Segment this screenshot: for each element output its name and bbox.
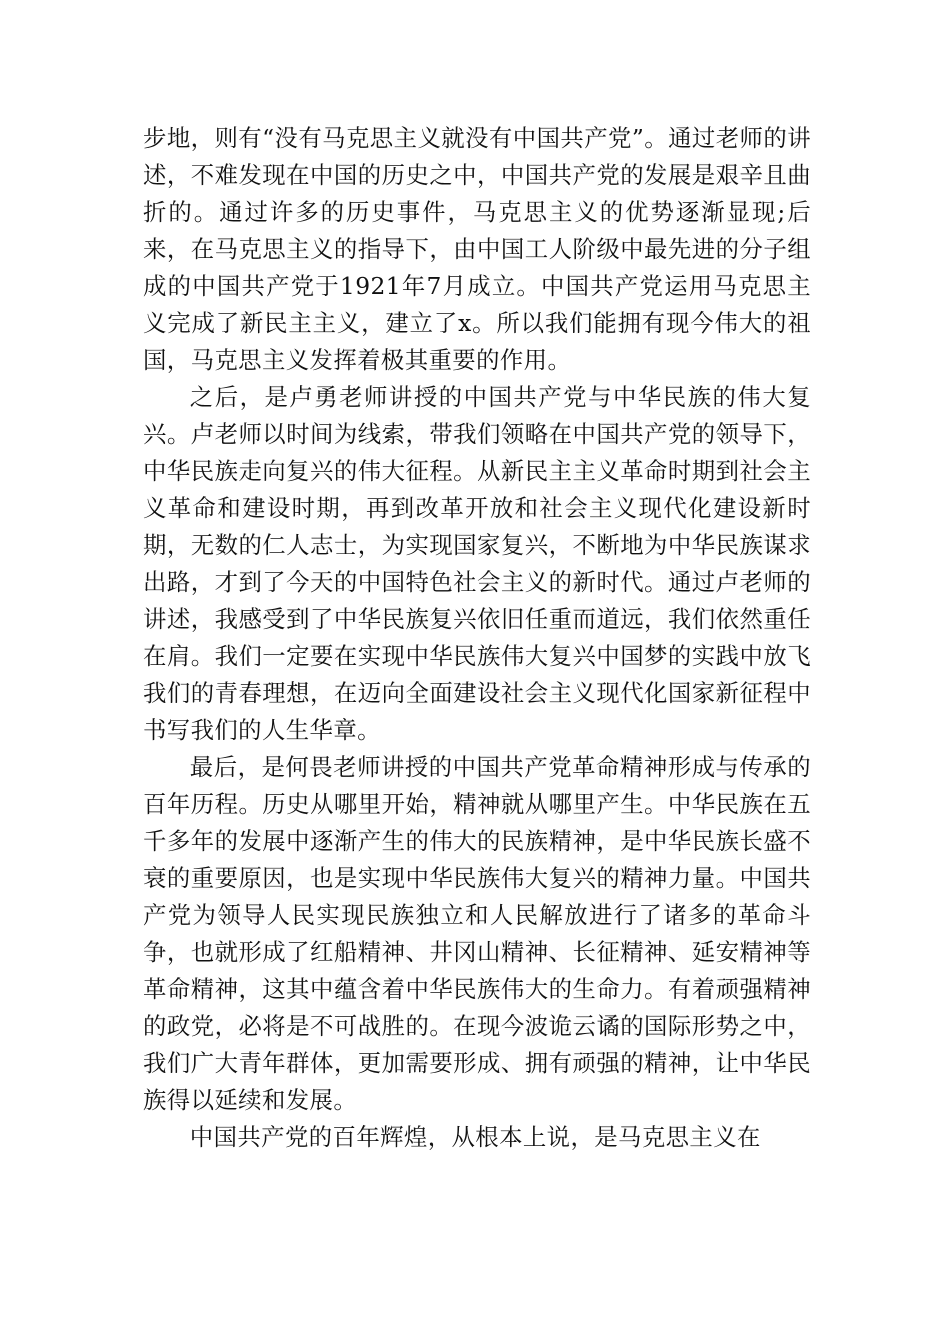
- paragraph-lu-yong-lecture: 之后，是卢勇老师讲授的中国共产党与中华民族的伟大复兴。卢老师以时间为线索，带我们领略在中国共产党的领导下，中华民族走向复兴的伟大征程。从新民主主义革命时期到社会主义革命和建设时期，再到改革开放和社会主义现代化建设新时期，无数的仁人志士，为实现国家复兴，不断地为中华民族谋求出路，才到了今天的中国特色社会主义的新时代。通过卢老师的讲述，我感受到了中华民族复兴依旧任重而道远，我们依然重任在肩。我们一定要在实现中华民族伟大复兴中国梦的实践中放飞我们的青春理想，在迈向全面建设社会主义现代化国家新征程中书写我们的人生华章。: [143, 383, 811, 744]
- paragraph-continuation: 步地，则有“没有马克思主义就没有中国共产党”。通过老师的讲述，不难发现在中国的历史之中，中国共产党的发展是艰辛且曲折的。通过许多的历史事件，马克思主义的优势逐渐显现;后来，在马克思主义的指导下，由中国工人阶级中最先进的分子组成的中国共产党于1921年7月成立。中国共产党运用马克思主义完成了新民主主义，建立了x。所以我们能拥有现今伟大的祖国，马克思主义发挥着极其重要的作用。: [143, 124, 811, 374]
- paragraph-he-wei-lecture: 最后，是何畏老师讲授的中国共产党革命精神形成与传承的百年历程。历史从哪里开始，精神就从哪里产生。中华民族在五千多年的发展中逐渐产生的伟大的民族精神，是中华民族长盛不衰的重要原因，也是实现中华民族伟大复兴的精神力量。中国共产党为领导人民实现民族独立和人民解放进行了诸多的革命斗争，也就形成了红船精神、井冈山精神、长征精神、延安精神等革命精神，这其中蕴含着中华民族伟大的生命力。有着顽强精神的政党，必将是不可战胜的。在现今波诡云谲的国际形势之中，我们广大青年群体，更加需要形成、拥有顽强的精神，让中华民族得以延续和发展。: [143, 753, 811, 1114]
- paragraph-conclusion-start: 中国共产党的百年辉煌，从根本上说，是马克思主义在: [189, 1123, 761, 1151]
- document-body: [143, 120, 811, 1156]
